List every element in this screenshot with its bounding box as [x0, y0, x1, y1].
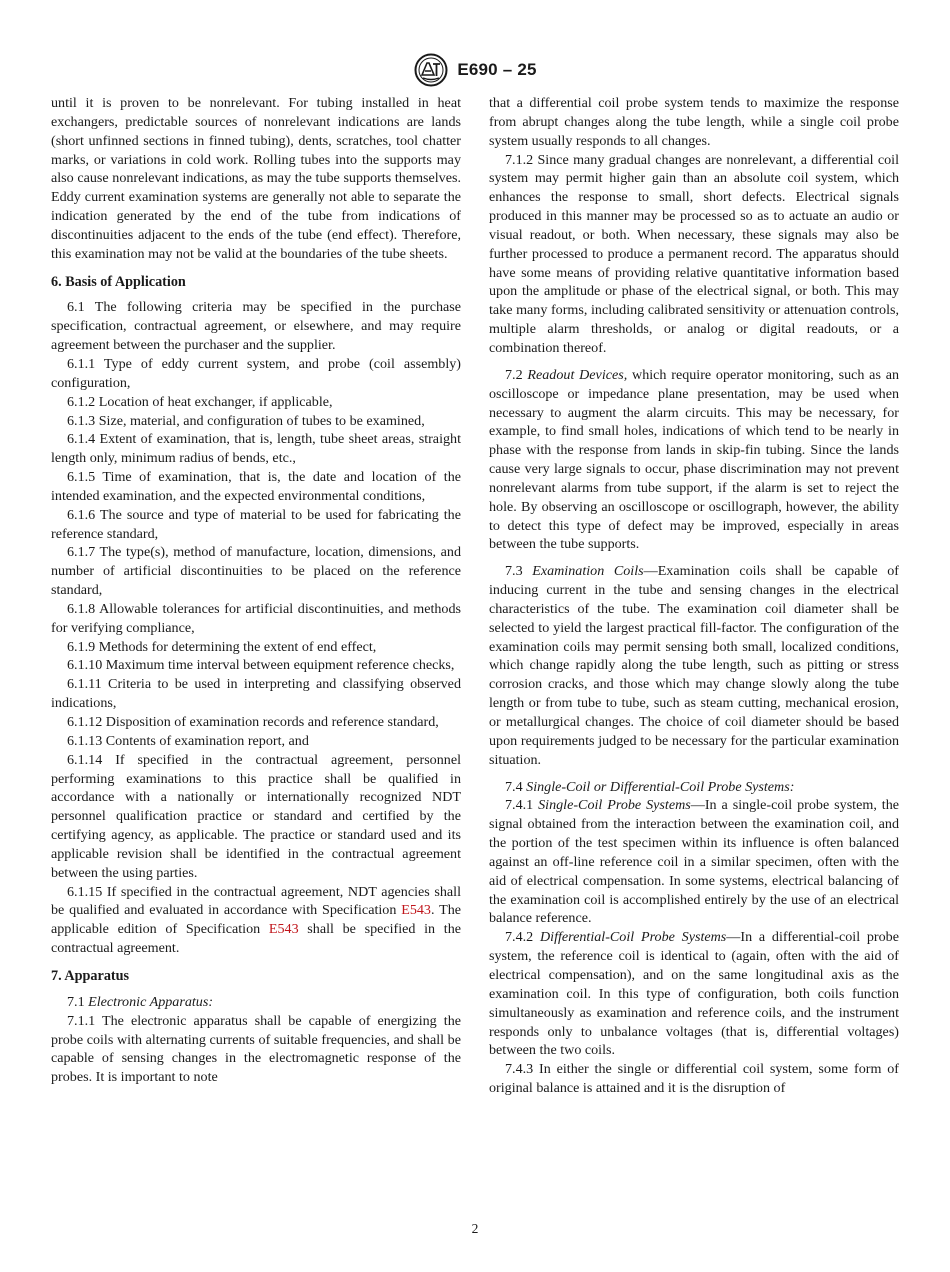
- clause-7-4-2: [489, 928, 899, 1060]
- clause-6-1-15: [51, 883, 461, 958]
- clause-6-1-11: 6.1.11 Criteria to be used in interpreting and classifying observed indications,: [51, 676, 461, 712]
- e543-link[interactable]: E543: [401, 902, 431, 919]
- clause-title: Single-Coil Probe Systems: [538, 797, 691, 814]
- clause-body: —In a single-coil probe system, the signal obtained from the interaction between the examination coil, and the portion of the test specimen within its influence is often balanced against an off-line reference coil in a similar specimen, often with the aid of electrical compensation. In some systems, electrical balancing of the examination coil is accomplished entirely by the use of an electrical balance reference.: [489, 797, 899, 927]
- clause-body: —In a differential-coil probe system, the reference coil is identical to (again, often with the aid of electrical compensation), and on the same longitudinal axis as the examination coil. In this type of configuration, both coils function simultaneously as examination and reference coils, and the instrument responds only to unbalance voltages (that is, differential voltages) between the two coils.: [489, 929, 899, 1059]
- section-7-heading: 7. Apparatus: [51, 967, 130, 984]
- clause-7-1-1: 7.1.1 The electronic apparatus shall be capable of energizing the probe coils with alternating currents of suitable frequencies, and shall be capable of sensing changes in the electromagnetic response of the probes. It is important to note: [51, 1012, 461, 1086]
- clause-7-4: [489, 778, 899, 797]
- clause-6-1-9: 6.1.9 Methods for determining the extent of end effect,: [67, 638, 377, 655]
- clause-6-1-2: 6.1.2 Location of heat exchanger, if applicable,: [67, 393, 333, 410]
- page-number: 2: [471, 1221, 479, 1236]
- clause-6-1-7: 6.1.7 The type(s), method of manufacture, location, dimensions, and number of artificial discontinuities to be placed on the reference standard,: [51, 544, 461, 599]
- clause-number: 7.3: [505, 563, 533, 580]
- clause-6-1-12: 6.1.12 Disposition of examination records and reference standard,: [67, 714, 439, 730]
- clause-6-1-4: 6.1.4 Extent of examination, that is, length, tube sheet areas, straight length only, minimum radius of bends, etc.,: [51, 431, 461, 467]
- clause-6-1-14: 6.1.14 If specified in the contractual agreement, personnel performing examinations to this practice shall be qualified in accordance with a nationally or internationally recognized NDT personnel qualification practice or standard and certified by the certifying agency, as applicable. The practice or standard used and its applicable revision shall be identified in the contractual agreement between the using parties.: [51, 751, 461, 881]
- clause-body: —Examination coils shall be capable of inducing current in the tube and sensing changes in the electrical characteristics of the tube. The examination coil diameter shall be selected to yield the largest practical fill-factor. The configuration of the examination coils may permit sensing both small, localized conditions, which change rapidly along the tube length, such as pitting or stress corrosion cracks, and those which may change slowly along the tube length or from tube to tube, such as steam cutting, mechanical erosion, or metallurgical changes. The choice of coil diameter should be based upon requirements judged to be necessary for the particular examination situation.: [489, 563, 900, 768]
- clause-6-1-6: 6.1.6 The source and type of material to be used for fabricating the reference standard,: [51, 506, 461, 542]
- clause-6-1-13: 6.1.13 Contents of examination report, and: [67, 732, 309, 749]
- clause-number: 7.4.2: [505, 929, 540, 946]
- clause-7-3: [489, 562, 899, 769]
- clause-7-4-3: 7.4.3 In either the single or differential coil system, some form of original balance is attained and it is the disruption of: [489, 1061, 899, 1097]
- clause-6-1-5: 6.1.5 Time of examination, that is, the date and location of the intended examination, and the expected environmental conditions,: [51, 469, 461, 504]
- clause-title: Differential-Coil Probe Systems: [539, 929, 727, 946]
- page-header: [0, 52, 950, 88]
- clause-6-1-8: 6.1.8 Allowable tolerances for artificial discontinuities, and methods for verifying compliance,: [51, 600, 461, 636]
- clause-title: Electronic Apparatus:: [88, 993, 214, 1010]
- paragraph-continuation: until it is proven to be nonrelevant. For tubing installed in heat exchangers, predictable sources of nonrelevant indications are lands (short unfinned sections in finned tubing), dents, scratches, tool chatter marks, or variations in cold work. Rolling tubes into the supports may also cause nonrelevant indications, as may the tube supports themselves. Eddy current examination systems are generally not able to separate the indication generated by the end of the tube from indications of discontinuities adjacent to the ends of the tube (end effect). Therefore, this examination may not be valid at the boundaries of the tube sheets.: [51, 95, 461, 262]
- clause-6-1-3: 6.1.3 Size, material, and configuration of tubes to be examined,: [67, 412, 425, 429]
- clause-6-1-15-text-a: 6.1.15 If specified in the contractual agreement, NDT agencies shall be qualified and evaluated in accordance with Specification: [51, 883, 461, 919]
- clause-number: 7.4: [505, 778, 527, 795]
- clause-title: Examination Coils: [532, 563, 644, 580]
- clause-7-4-1: [489, 796, 899, 928]
- clause-title: Single-Coil or Differential-Coil Probe Systems:: [526, 778, 795, 795]
- right-column: [489, 94, 899, 1098]
- clause-number: 7.2: [505, 366, 528, 383]
- clause-body: which require operator monitoring, such as an oscilloscope or impedance plane presentation, may be used when necessary to augment the alarm circuits. This may be necessary, for example, to find small holes, indications of which tend to be nearly in phase with the response from lands in skip-fin tubing. Since the lands cause very large signals to occur, phase discrimination may not prevent nonrelevant alarms from tube support, if the alarm is set to reject the hole. By observing an oscilloscope or oscillograph, however, the ability to detect this type of defect may be improved, especially in areas between the tube supports.: [489, 366, 899, 553]
- clause-6-1: 6.1 The following criteria may be specified in the purchase specification, contractual agreement, or elsewhere, and may require agreement between the purchaser and the supplier.: [51, 299, 461, 354]
- section-6-heading: 6. Basis of Application: [51, 273, 186, 290]
- clause-6-1-15-text-c: shall be specified in the contractual agreement.: [51, 921, 461, 957]
- clause-6-1-15-text-b: . The applicable edition of Specification: [51, 902, 461, 938]
- document-designation: E690 – 25: [457, 60, 537, 79]
- clause-7-1-2: 7.1.2 Since many gradual changes are nonrelevant, a differential coil system may permit higher gain than an absolute coil system, which enhances the response to small, short defects. Electrical signals produced in this manner may be processed so as to actuate an audio or visual readout, or both. When necessary, these signals may also be further processed to produce a permanent record. The apparatus should have some means of providing relative quantitative information based upon the amplitude or phase of the electrical signal, or both. This may take many forms, including calibrated sensitivity or attenuation controls, multiple alarm thresholds, or analog or digital readouts, or a combination thereof.: [489, 151, 899, 356]
- clause-6-1-10: 6.1.10 Maximum time interval between equipment reference checks,: [67, 657, 455, 674]
- paragraph-continuation: that a differential coil probe system tends to maximize the response from abrupt changes along the tube length, while a single coil probe system usually responds to all changes.: [489, 95, 899, 149]
- left-column: [51, 94, 461, 1087]
- clause-7-1: [51, 993, 461, 1012]
- clause-number: 7.1: [67, 993, 89, 1010]
- clause-7-2: [489, 366, 899, 554]
- clause-title: Readout Devices,: [527, 366, 628, 383]
- clause-6-1-1: 6.1.1 Type of eddy current system, and probe (coil assembly) configuration,: [51, 355, 461, 391]
- e543-link[interactable]: E543: [268, 921, 299, 938]
- clause-number: 7.4.1: [505, 797, 539, 814]
- astm-logo-icon: [413, 53, 449, 87]
